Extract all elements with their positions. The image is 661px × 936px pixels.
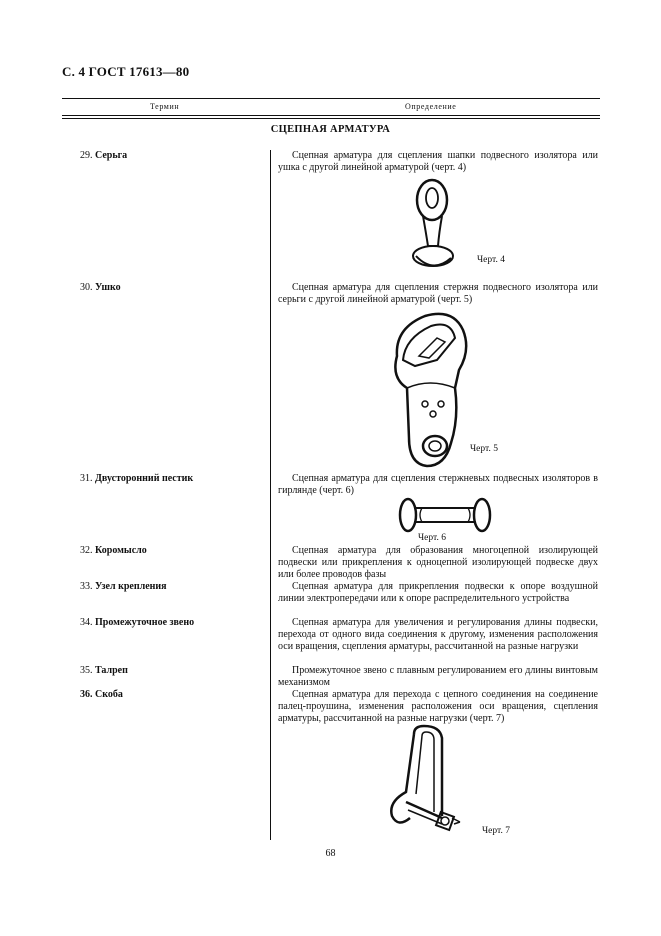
term-name: Узел крепления (95, 581, 167, 592)
term-name: Ушко (95, 282, 121, 293)
term-name: Скоба (95, 689, 123, 700)
figure-4-caption: Черт. 4 (477, 255, 505, 265)
term-number: 33. (80, 581, 93, 592)
definition-32: Сцепная арматура для образования многоцепной изолирующей подвески или прикрепления к одноцепной изолирующей подвеске двух или более проводов фазы (278, 545, 598, 580)
column-divider (270, 150, 271, 840)
definition-31: Сцепная арматура для сцепления стержневых подвесных изоляторов в гирлянде (черт. 6) (278, 473, 598, 496)
table-header-rule-double (62, 118, 600, 119)
page-header: С. 4 ГОСТ 17613—80 (62, 64, 190, 79)
term-36 (80, 689, 123, 700)
term-name: Двусторонний пестик (95, 473, 194, 484)
term-33 (80, 581, 167, 592)
column-header-definition: Определение (405, 102, 457, 111)
term-number: 32. (80, 545, 93, 556)
page-number: 68 (325, 848, 336, 859)
term-number: 34. (80, 617, 93, 628)
figure-6-double-pin-drawing (398, 497, 493, 533)
term-34 (80, 617, 194, 628)
table-top-rule (62, 98, 600, 99)
term-number: 35. (80, 665, 93, 676)
definition-35: Промежуточное звено с плавным регулированием его длины винтовым механизмом (278, 665, 598, 688)
column-header-term: Термин (150, 102, 180, 111)
definition-33: Сцепная арматура для прикрепления подвески к опоре воздушной линии электропередачи или к опоре распределительного устройства (278, 581, 598, 604)
section-title: СЦЕПНАЯ АРМАТУРА (270, 124, 391, 135)
term-number: 36. (80, 689, 93, 700)
term-number: 31. (80, 473, 93, 484)
term-name: Промежуточное звено (95, 617, 195, 628)
figure-4-shackle-drawing (408, 178, 468, 273)
figure-5-caption: Черт. 5 (470, 444, 498, 454)
definition-29: Сцепная арматура для сцепления шапки подвесного изолятора или ушка с другой линейной арматурой (черт. 4) (278, 150, 598, 173)
term-35 (80, 665, 128, 676)
term-31 (80, 473, 193, 484)
term-number: 30. (80, 282, 93, 293)
figure-5-socket-eye-drawing (385, 308, 475, 470)
table-header-rule (62, 115, 600, 116)
term-name: Талреп (95, 665, 128, 676)
definition-34: Сцепная арматура для увеличения и регулирования длины подвески, перехода от одного вида соединения к другому, изменения расположения оси вращения, сцепления арматуры, рассчитанной на разные нагрузки (278, 617, 598, 652)
figure-7-clevis-drawing (380, 724, 470, 844)
figure-6-caption: Черт. 6 (418, 533, 446, 543)
term-30 (80, 282, 121, 293)
term-name: Коромысло (95, 545, 147, 556)
definition-36: Сцепная арматура для перехода с цепного соединения на соединение палец-проушина, изменения расположения оси вращения, сцепления арматуры, рассчитанной на разные нагрузки (черт. 7) (278, 689, 598, 724)
term-number: 29. (80, 150, 93, 161)
definition-30: Сцепная арматура для сцепления стержня подвесного изолятора или серьги с другой линейной арматурой (черт. 5) (278, 282, 598, 305)
term-name: Серьга (95, 150, 128, 161)
term-32 (80, 545, 147, 556)
figure-7-caption: Черт. 7 (482, 826, 510, 836)
term-29 (80, 150, 127, 161)
